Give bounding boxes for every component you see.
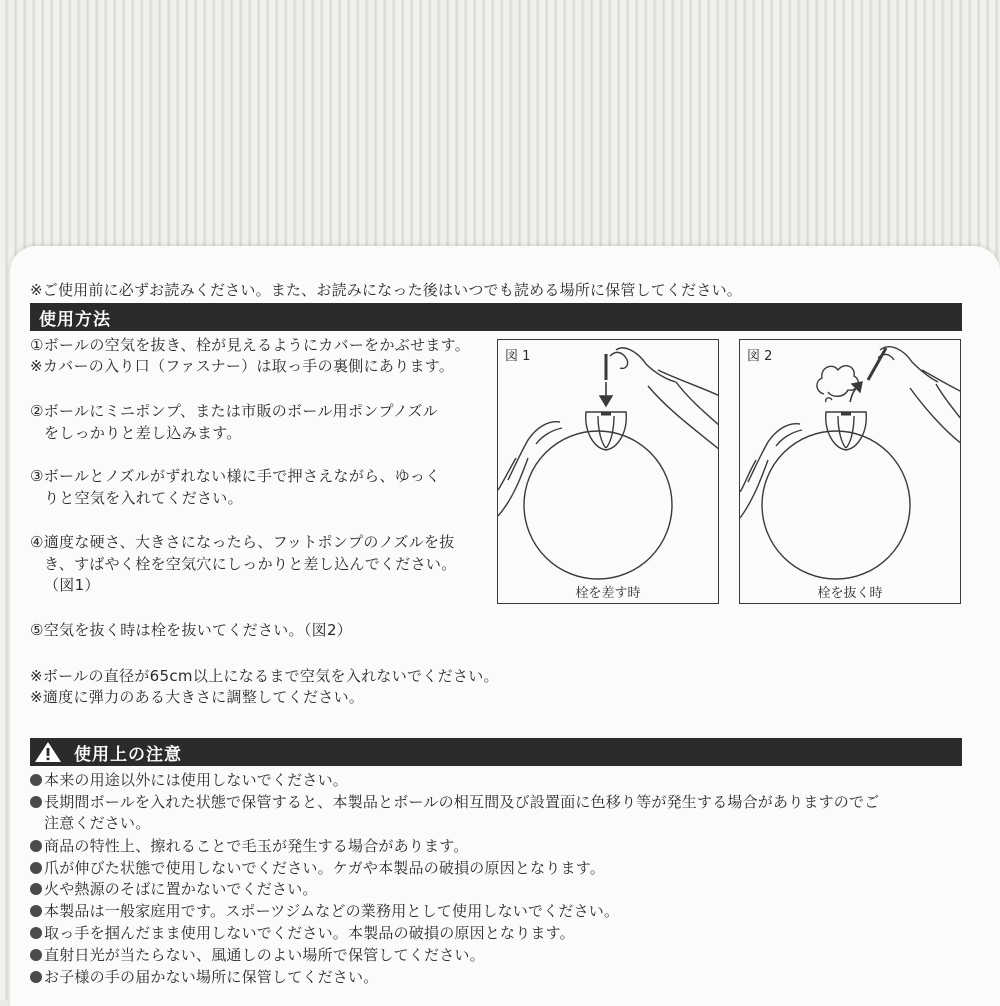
- caution-text: 本来の用途以外には使用しないでください。: [44, 771, 349, 789]
- figure-1-label: 図 1: [505, 349, 531, 364]
- down-arrow-icon: [600, 396, 612, 406]
- usage-section-header: [30, 303, 962, 331]
- caution-item-cont: 注意ください。: [44, 814, 151, 832]
- caution-item: [30, 945, 485, 966]
- warning-triangle-icon: [34, 741, 62, 763]
- step-4-line: ④適度な硬さ、大きさになったら、フットポンプのノズルを抜: [30, 533, 455, 551]
- caution-item: [30, 836, 468, 857]
- step-2-line-cont: をしっかりと差し込みます。: [44, 424, 242, 442]
- step-4-figure-ref: （図1）: [44, 576, 100, 594]
- bullet-icon: [30, 905, 42, 917]
- bullet-icon: [30, 840, 42, 852]
- caution-text: 取っ手を掴んだまま使用しないでください。本製品の破損の原因となります。: [44, 924, 575, 942]
- step-2-line: ②ボールにミニポンプ、または市販のボール用ポンプノズル: [30, 402, 438, 420]
- step-5-line: ⑤空気を抜く時は栓を抜いてください。（図2）: [30, 621, 353, 639]
- intro-note: ※ご使用前に必ずお読みください。また、お読みになった後はいつでも読める場所に保管してください。: [30, 281, 742, 299]
- caution-item: [30, 770, 348, 791]
- step-1-note: ※カバーの入り口（ファスナー）は取っ手の裏側にあります。: [30, 357, 455, 375]
- bullet-icon: [30, 796, 42, 808]
- plug-stem: [868, 348, 886, 380]
- bullet-icon: [30, 862, 42, 874]
- caution-item: [30, 858, 605, 879]
- caution-item: [30, 923, 575, 944]
- right-sleeve: [922, 370, 960, 392]
- caution-item: [30, 792, 879, 813]
- step-3-line: ③ボールとノズルがずれない様に手で押さえながら、ゆっく: [30, 467, 441, 485]
- bullet-icon: [30, 927, 42, 939]
- figure-1: [497, 339, 719, 604]
- step-3-line-cont: りと空気を入れてください。: [44, 489, 243, 507]
- caution-item: [30, 967, 378, 988]
- figure-2: [739, 339, 961, 604]
- right-sleeve: [658, 370, 718, 396]
- caution-section-header: [30, 738, 962, 766]
- figure-2-caption: 栓を抜く時: [740, 582, 960, 601]
- bullet-icon: [30, 971, 42, 983]
- right-hand: [880, 347, 938, 382]
- usage-section-title: 使用方法: [39, 309, 111, 330]
- caution-text: お子様の手の届かない場所に保管してください。: [44, 968, 379, 986]
- usage-note-adjust: ※適度に弾力のある大きさに調整してください。: [30, 688, 365, 706]
- caution-text: 爪が伸びた状態で使用しないでください。ケガや本製品の破損の原因となります。: [44, 859, 605, 877]
- figure-1-caption: 栓を差す時: [498, 582, 718, 601]
- caution-text: 直射日光が当たらない、風通しのよい場所で保管してください。: [44, 946, 485, 964]
- ball-plug-insert-illustration: [498, 340, 718, 603]
- figure-2-label: 図 2: [747, 349, 773, 364]
- caution-text: 商品の特性上、擦れることで毛玉が発生する場合があります。: [44, 837, 469, 855]
- caution-item: [30, 901, 619, 922]
- bullet-icon: [30, 774, 42, 786]
- step-1-line: ①ボールの空気を抜き、栓が見えるようにカバーをかぶせます。: [30, 336, 471, 354]
- caution-text: 本製品は一般家庭用です。スポーツジムなどの業務用として使用しないでください。: [44, 902, 620, 920]
- caution-section-title: 使用上の注意: [74, 744, 182, 765]
- ball-plug-remove-illustration: [740, 340, 960, 603]
- step-4-line-cont: き、すばやく栓を空気穴にしっかりと差し込んでください。: [44, 555, 457, 573]
- up-arrow-icon: [852, 382, 862, 392]
- caution-text: 火や熱源のそばに置かないでください。: [44, 880, 318, 898]
- bullet-icon: [30, 883, 42, 895]
- right-hand: [616, 348, 676, 382]
- caution-text: 長期間ボールを入れた状態で保管すると、本製品とボールの相互間及び設置面に色移り等が発生する場合がありますのでご: [44, 793, 880, 811]
- bullet-icon: [30, 949, 42, 961]
- air-release-icon: [817, 366, 858, 397]
- caution-item: [30, 879, 318, 900]
- ball-outline: [524, 431, 672, 579]
- usage-note-diameter: ※ボールの直径が65cm以上になるまで空気を入れないでください。: [30, 667, 499, 685]
- ball-outline: [762, 431, 910, 579]
